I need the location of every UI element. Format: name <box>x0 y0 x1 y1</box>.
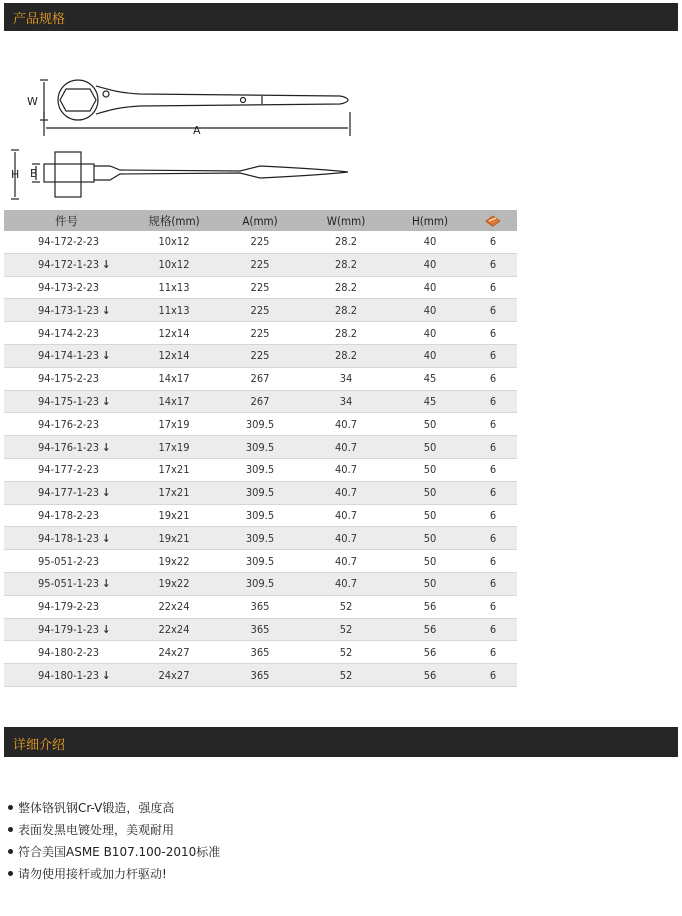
cell-a: 309.5 <box>219 458 301 481</box>
bullet-icon <box>8 871 13 876</box>
cell-w: 52 <box>301 664 391 687</box>
arrow-down-icon: ↓ <box>102 440 111 454</box>
cell-w: 40.7 <box>301 413 391 436</box>
table-row <box>4 527 517 550</box>
dim-label-w: W <box>27 95 38 108</box>
cell-pack-qty: 6 <box>469 344 517 367</box>
cell-part-no: 94-175-2-23 <box>4 367 129 390</box>
cell-part-no: 94-176-1-23 ↓ <box>4 436 129 459</box>
cell-part-no: 94-180-2-23 <box>4 641 129 664</box>
table-row <box>4 618 517 641</box>
table-row <box>4 276 517 299</box>
cell-size: 22x24 <box>129 595 219 618</box>
cell-h: 56 <box>391 641 469 664</box>
cell-h: 40 <box>391 276 469 299</box>
cell-h: 50 <box>391 550 469 573</box>
cell-part-no: 94-176-2-23 <box>4 413 129 436</box>
table-row <box>4 344 517 367</box>
spec-section-bar <box>4 3 678 31</box>
cell-w: 34 <box>301 390 391 413</box>
cell-part-no: 94-177-2-23 <box>4 458 129 481</box>
cell-h: 50 <box>391 413 469 436</box>
table-row <box>4 390 517 413</box>
table-row <box>4 664 517 687</box>
cell-size: 19x21 <box>129 504 219 527</box>
cell-w: 40.7 <box>301 436 391 459</box>
cell-w: 28.2 <box>301 344 391 367</box>
cell-w: 34 <box>301 367 391 390</box>
arrow-down-icon: ↓ <box>102 531 111 545</box>
cell-pack-qty: 6 <box>469 276 517 299</box>
cell-a: 365 <box>219 664 301 687</box>
cell-part-no: 94-173-1-23 ↓ <box>4 299 129 322</box>
dim-label-b: B <box>30 167 38 180</box>
cell-a: 225 <box>219 276 301 299</box>
cell-w: 40.7 <box>301 527 391 550</box>
cell-size: 12x14 <box>129 344 219 367</box>
cell-part-no: 95-051-1-23 ↓ <box>4 572 129 595</box>
cell-part-no: 94-172-1-23 ↓ <box>4 253 129 276</box>
table-row <box>4 322 517 345</box>
table-row <box>4 572 517 595</box>
bullet-icon <box>8 805 13 810</box>
cell-w: 52 <box>301 595 391 618</box>
table-row <box>4 504 517 527</box>
table-row <box>4 550 517 573</box>
cell-h: 50 <box>391 527 469 550</box>
cell-a: 309.5 <box>219 481 301 504</box>
cell-a: 267 <box>219 367 301 390</box>
cell-size: 24x27 <box>129 664 219 687</box>
header-h: H(mm) <box>391 210 469 231</box>
table-row <box>4 436 517 459</box>
cell-a: 365 <box>219 618 301 641</box>
cell-pack-qty: 6 <box>469 322 517 345</box>
feature-item: 请勿使用接杆或加力杆驱动! <box>8 863 220 885</box>
cell-h: 40 <box>391 231 469 253</box>
cell-pack-qty: 6 <box>469 481 517 504</box>
cell-pack-qty: 6 <box>469 231 517 253</box>
cell-pack-qty: 6 <box>469 413 517 436</box>
cell-size: 19x22 <box>129 550 219 573</box>
cell-size: 12x14 <box>129 322 219 345</box>
cell-size: 10x12 <box>129 253 219 276</box>
table-row <box>4 231 517 253</box>
cell-part-no: 94-179-2-23 <box>4 595 129 618</box>
wrench-dimension-diagram <box>0 60 400 210</box>
cell-part-no: 94-175-1-23 ↓ <box>4 390 129 413</box>
cell-a: 309.5 <box>219 550 301 573</box>
cell-h: 40 <box>391 299 469 322</box>
table-row <box>4 367 517 390</box>
cell-size: 17x21 <box>129 458 219 481</box>
table-row <box>4 413 517 436</box>
cell-h: 50 <box>391 458 469 481</box>
cell-a: 365 <box>219 641 301 664</box>
cell-size: 11x13 <box>129 299 219 322</box>
cell-part-no: 94-177-1-23 ↓ <box>4 481 129 504</box>
header-pack <box>469 210 517 231</box>
cell-w: 40.7 <box>301 481 391 504</box>
cell-part-no: 94-179-1-23 ↓ <box>4 618 129 641</box>
cell-a: 267 <box>219 390 301 413</box>
cell-a: 309.5 <box>219 413 301 436</box>
cell-a: 225 <box>219 253 301 276</box>
cell-pack-qty: 6 <box>469 664 517 687</box>
cell-a: 309.5 <box>219 572 301 595</box>
cell-w: 40.7 <box>301 458 391 481</box>
spec-section-title: 产品规格 <box>13 12 66 27</box>
spec-table-header <box>4 210 517 231</box>
cell-size: 19x21 <box>129 527 219 550</box>
cell-pack-qty: 6 <box>469 436 517 459</box>
cell-w: 28.2 <box>301 276 391 299</box>
cell-h: 56 <box>391 664 469 687</box>
cell-part-no: 94-172-2-23 <box>4 231 129 253</box>
cell-w: 52 <box>301 618 391 641</box>
cell-pack-qty: 6 <box>469 367 517 390</box>
feature-list <box>8 797 220 885</box>
cell-h: 56 <box>391 618 469 641</box>
table-row <box>4 641 517 664</box>
cell-h: 56 <box>391 595 469 618</box>
cell-part-no: 94-178-1-23 ↓ <box>4 527 129 550</box>
bullet-icon <box>8 827 13 832</box>
header-a: A(mm) <box>219 210 301 231</box>
cell-h: 40 <box>391 344 469 367</box>
cell-part-no: 94-180-1-23 ↓ <box>4 664 129 687</box>
arrow-down-icon: ↓ <box>102 394 111 408</box>
cell-pack-qty: 6 <box>469 458 517 481</box>
feature-item: 整体铬钒钢Cr-V锻造，强度高 <box>8 797 220 819</box>
table-row <box>4 595 517 618</box>
cell-size: 24x27 <box>129 641 219 664</box>
cell-w: 28.2 <box>301 299 391 322</box>
cell-pack-qty: 6 <box>469 641 517 664</box>
cell-part-no: 94-174-1-23 ↓ <box>4 344 129 367</box>
cell-a: 225 <box>219 322 301 345</box>
cell-w: 40.7 <box>301 572 391 595</box>
table-row <box>4 458 517 481</box>
table-row <box>4 253 517 276</box>
cell-w: 28.2 <box>301 231 391 253</box>
cell-size: 22x24 <box>129 618 219 641</box>
cell-part-no: 94-178-2-23 <box>4 504 129 527</box>
cell-size: 17x21 <box>129 481 219 504</box>
feature-item: 符合美国ASME B107.100-2010标准 <box>8 841 220 863</box>
cell-h: 40 <box>391 253 469 276</box>
cell-a: 225 <box>219 344 301 367</box>
cell-pack-qty: 6 <box>469 618 517 641</box>
cell-size: 11x13 <box>129 276 219 299</box>
cell-h: 45 <box>391 367 469 390</box>
cell-h: 50 <box>391 572 469 595</box>
cell-a: 225 <box>219 299 301 322</box>
detail-section-bar <box>4 727 678 757</box>
cell-w: 28.2 <box>301 322 391 345</box>
wrench-side-view <box>11 150 348 199</box>
cell-part-no: 94-174-2-23 <box>4 322 129 345</box>
cell-size: 10x12 <box>129 231 219 253</box>
cell-size: 14x17 <box>129 367 219 390</box>
arrow-down-icon: ↓ <box>102 349 111 363</box>
cell-h: 45 <box>391 390 469 413</box>
cell-pack-qty: 6 <box>469 299 517 322</box>
cell-size: 14x17 <box>129 390 219 413</box>
cell-pack-qty: 6 <box>469 572 517 595</box>
cell-w: 40.7 <box>301 550 391 573</box>
header-size: 规格(mm) <box>129 210 219 231</box>
arrow-down-icon: ↓ <box>102 486 111 500</box>
dim-label-h: H <box>11 168 20 181</box>
cell-pack-qty: 6 <box>469 550 517 573</box>
cell-h: 50 <box>391 436 469 459</box>
cell-pack-qty: 6 <box>469 253 517 276</box>
cell-size: 19x22 <box>129 572 219 595</box>
cell-pack-qty: 6 <box>469 390 517 413</box>
arrow-down-icon: ↓ <box>102 668 111 682</box>
header-part-no: 件号 <box>4 210 129 231</box>
cell-part-no: 95-051-2-23 <box>4 550 129 573</box>
cell-pack-qty: 6 <box>469 527 517 550</box>
box-icon <box>485 215 501 227</box>
cell-a: 309.5 <box>219 436 301 459</box>
cell-pack-qty: 6 <box>469 595 517 618</box>
feature-item: 表面发黑电镀处理，美观耐用 <box>8 819 220 841</box>
arrow-down-icon: ↓ <box>102 577 111 591</box>
arrow-down-icon: ↓ <box>102 622 111 636</box>
table-row <box>4 299 517 322</box>
arrow-down-icon: ↓ <box>102 303 111 317</box>
cell-w: 52 <box>301 641 391 664</box>
detail-section-title: 详细介绍 <box>13 738 66 753</box>
cell-a: 225 <box>219 231 301 253</box>
cell-a: 309.5 <box>219 527 301 550</box>
table-row <box>4 481 517 504</box>
cell-h: 50 <box>391 481 469 504</box>
spec-table <box>4 210 517 687</box>
cell-a: 309.5 <box>219 504 301 527</box>
cell-pack-qty: 6 <box>469 504 517 527</box>
dim-label-a: A <box>193 124 201 137</box>
cell-w: 40.7 <box>301 504 391 527</box>
cell-h: 50 <box>391 504 469 527</box>
bullet-icon <box>8 849 13 854</box>
cell-h: 40 <box>391 322 469 345</box>
header-w: W(mm) <box>301 210 391 231</box>
cell-size: 17x19 <box>129 413 219 436</box>
cell-a: 365 <box>219 595 301 618</box>
cell-w: 28.2 <box>301 253 391 276</box>
cell-size: 17x19 <box>129 436 219 459</box>
cell-part-no: 94-173-2-23 <box>4 276 129 299</box>
arrow-down-icon: ↓ <box>102 258 111 272</box>
